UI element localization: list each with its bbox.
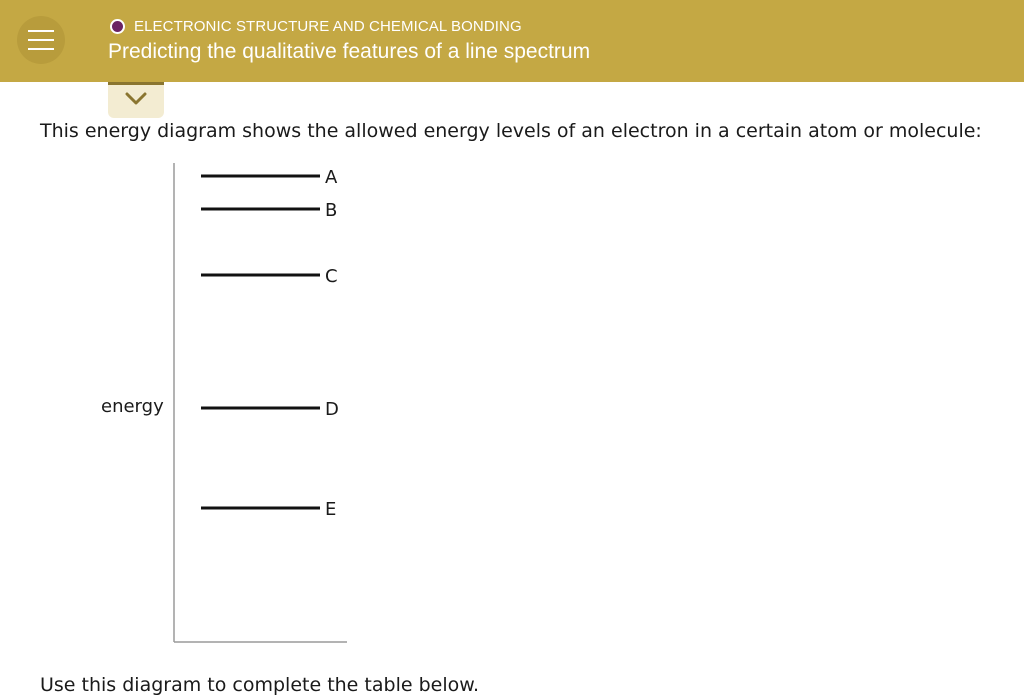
- energy-level-label-e: E: [325, 499, 337, 520]
- question-prompt: This energy diagram shows the allowed energy levels of an electron in a certain atom or molecule:: [40, 120, 982, 142]
- energy-level-label-c: C: [325, 266, 338, 287]
- energy-level-label-d: D: [325, 399, 339, 420]
- instruction-text: Use this diagram to complete the table below.: [40, 674, 480, 696]
- page-title: Predicting the qualitative features of a line spectrum: [108, 40, 591, 63]
- energy-level-label-a: A: [325, 167, 338, 188]
- energy-axis-label: energy: [101, 396, 164, 417]
- topic-label: ELECTRONIC STRUCTURE AND CHEMICAL BONDING: [134, 17, 522, 35]
- energy-level-label-b: B: [325, 200, 338, 221]
